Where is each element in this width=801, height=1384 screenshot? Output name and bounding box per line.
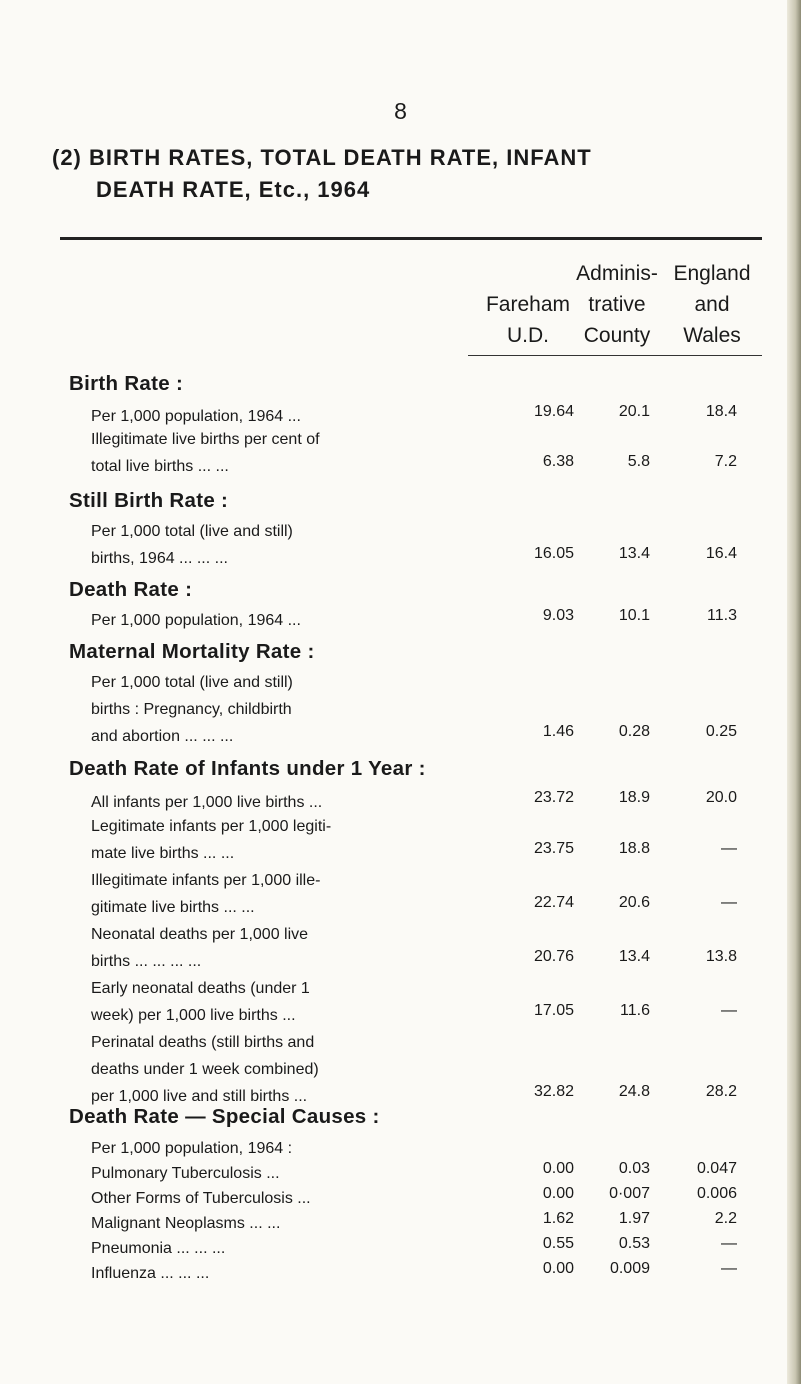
row-label-line: All infants per 1,000 live births ...	[91, 794, 323, 811]
england-value: —	[721, 1002, 737, 1019]
england-value: 20.0	[705, 789, 737, 806]
england-value: 7.2	[714, 453, 737, 470]
county-value: 18.9	[618, 789, 650, 806]
county-value: 0.53	[618, 1235, 650, 1252]
section-infant-death-rate: Death Rate of Infants under 1 Year :	[69, 757, 426, 780]
england-value: 0.006	[696, 1185, 737, 1202]
row-label-line: Early neonatal deaths (under 1	[91, 980, 310, 997]
england-value: —	[721, 840, 737, 857]
column-header-line: England	[673, 262, 751, 285]
fareham-value: 0.00	[542, 1160, 574, 1177]
row-label-line: births : Pregnancy, childbirth	[91, 701, 292, 718]
row-label	[91, 1185, 311, 1212]
section-death-rate: Death Rate :	[69, 578, 193, 601]
england-value: 0.25	[705, 723, 737, 740]
page-title	[52, 142, 762, 206]
column-header-line: and	[694, 293, 730, 316]
row-label-line: Neonatal deaths per 1,000 live	[91, 926, 309, 943]
county-value: 18.8	[618, 840, 650, 857]
row-label	[91, 1235, 225, 1262]
row-label-line: Per 1,000 population, 1964 :	[91, 1140, 293, 1157]
row-label	[91, 1135, 292, 1162]
row-label-line: week) per 1,000 live births ...	[91, 1007, 296, 1024]
row-label-line: Per 1,000 population, 1964 ...	[91, 612, 301, 629]
section-maternal-mortality: Maternal Mortality Rate :	[69, 640, 315, 663]
row-label-line: Illegitimate infants per 1,000 ille-	[91, 872, 321, 889]
fareham-value: 32.82	[533, 1083, 574, 1100]
county-value: 0.009	[609, 1260, 650, 1277]
row-label-line: births, 1964 ... ... ...	[91, 550, 228, 567]
row-label-line: Per 1,000 total (live and still)	[91, 674, 293, 691]
county-value: 10.1	[618, 607, 650, 624]
fareham-value: 1.62	[542, 1210, 574, 1227]
page-number: 8	[394, 98, 407, 124]
row-label	[91, 1260, 209, 1287]
row-label-line: deaths under 1 week combined)	[91, 1061, 319, 1078]
row-label-line: mate live births ... ...	[91, 845, 235, 862]
column-header-line: County	[583, 324, 651, 347]
column-header-line: trative	[588, 293, 646, 316]
row-label-line: Influenza ... ... ...	[91, 1265, 210, 1282]
row-label-line: Per 1,000 population, 1964 ...	[91, 408, 301, 425]
county-value: 13.4	[618, 948, 650, 965]
fareham-value: 1.46	[542, 723, 574, 740]
row-label	[91, 1160, 280, 1187]
county-value: 0.03	[618, 1160, 650, 1177]
title-line-2: DEATH RATE, Etc., 1964	[96, 177, 371, 202]
page-edge	[787, 0, 801, 1384]
county-value: 24.8	[618, 1083, 650, 1100]
row-label-line: Malignant Neoplasms ... ...	[91, 1215, 281, 1232]
row-label	[91, 607, 301, 634]
row-label	[91, 867, 320, 921]
row-label-line: Perinatal deaths (still births and	[91, 1034, 315, 1051]
row-label-line: gitimate live births ... ...	[91, 899, 255, 916]
fareham-value: 6.38	[542, 453, 574, 470]
fareham-value: 0.55	[542, 1235, 574, 1252]
fareham-value: 9.03	[542, 607, 574, 624]
england-value: 2.2	[714, 1210, 737, 1227]
row-label	[91, 1210, 280, 1237]
row-label-line: and abortion ... ... ...	[91, 728, 234, 745]
county-value: 0.28	[618, 723, 650, 740]
england-value: —	[721, 1235, 737, 1252]
row-label-line: Pulmonary Tuberculosis ...	[91, 1165, 280, 1182]
column-header-county	[562, 258, 672, 351]
top-rule	[60, 237, 762, 240]
section-still-birth-rate: Still Birth Rate :	[69, 489, 229, 512]
section-special-causes: Death Rate — Special Causes :	[69, 1105, 380, 1128]
section-birth-rate: Birth Rate :	[69, 372, 184, 395]
row-label-line: Other Forms of Tuberculosis ...	[91, 1190, 311, 1207]
column-header-line: Fareham	[485, 293, 571, 316]
row-label	[91, 518, 293, 572]
row-label	[91, 975, 310, 1029]
row-label-line: per 1,000 live and still births ...	[91, 1088, 308, 1105]
row-label-line: Illegitimate live births per cent of	[91, 431, 320, 448]
county-value: 20.6	[618, 894, 650, 911]
row-label	[91, 669, 293, 750]
england-value: 11.3	[707, 607, 737, 624]
fareham-value: 23.75	[533, 840, 574, 857]
county-value: 5.8	[627, 453, 650, 470]
county-value: 1.97	[618, 1210, 650, 1227]
england-value: 0.047	[696, 1160, 737, 1177]
fareham-value: 17.05	[533, 1002, 574, 1019]
england-value: 13.8	[705, 948, 737, 965]
column-header-line: Adminis-	[576, 262, 658, 285]
fareham-value: 16.05	[533, 545, 574, 562]
fareham-value: 0.00	[542, 1260, 574, 1277]
fareham-value: 23.72	[533, 789, 574, 806]
fareham-value: 0.00	[542, 1185, 574, 1202]
county-value: 11.6	[620, 1002, 650, 1019]
england-value: —	[721, 894, 737, 911]
row-label	[91, 789, 322, 816]
row-label	[91, 813, 331, 867]
column-header-england	[664, 258, 760, 351]
title-line-1: (2) BIRTH RATES, TOTAL DEATH RATE, INFANT	[52, 145, 592, 170]
row-label-line: Pneumonia ... ... ...	[91, 1240, 226, 1257]
fareham-value: 20.76	[533, 948, 574, 965]
fareham-value: 22.74	[533, 894, 574, 911]
column-header-line: Wales	[683, 324, 741, 347]
county-value: 13.4	[618, 545, 650, 562]
row-label-line: total live births ... ...	[91, 458, 229, 475]
column-header-line: U.D.	[507, 324, 549, 347]
county-value: 0·007	[609, 1185, 650, 1202]
row-label-line: births ... ... ... ...	[91, 953, 202, 970]
county-value: 20.1	[618, 403, 650, 420]
row-label	[91, 921, 308, 975]
fareham-value: 19.64	[533, 403, 574, 420]
england-value: 18.4	[705, 403, 737, 420]
england-value: —	[721, 1260, 737, 1277]
row-label-line: Per 1,000 total (live and still)	[91, 523, 293, 540]
row-label	[91, 1029, 319, 1110]
england-value: 28.2	[705, 1083, 737, 1100]
row-label-line: Legitimate infants per 1,000 legiti-	[91, 818, 332, 835]
header-rule	[468, 355, 762, 356]
england-value: 16.4	[705, 545, 737, 562]
row-label	[91, 426, 320, 480]
